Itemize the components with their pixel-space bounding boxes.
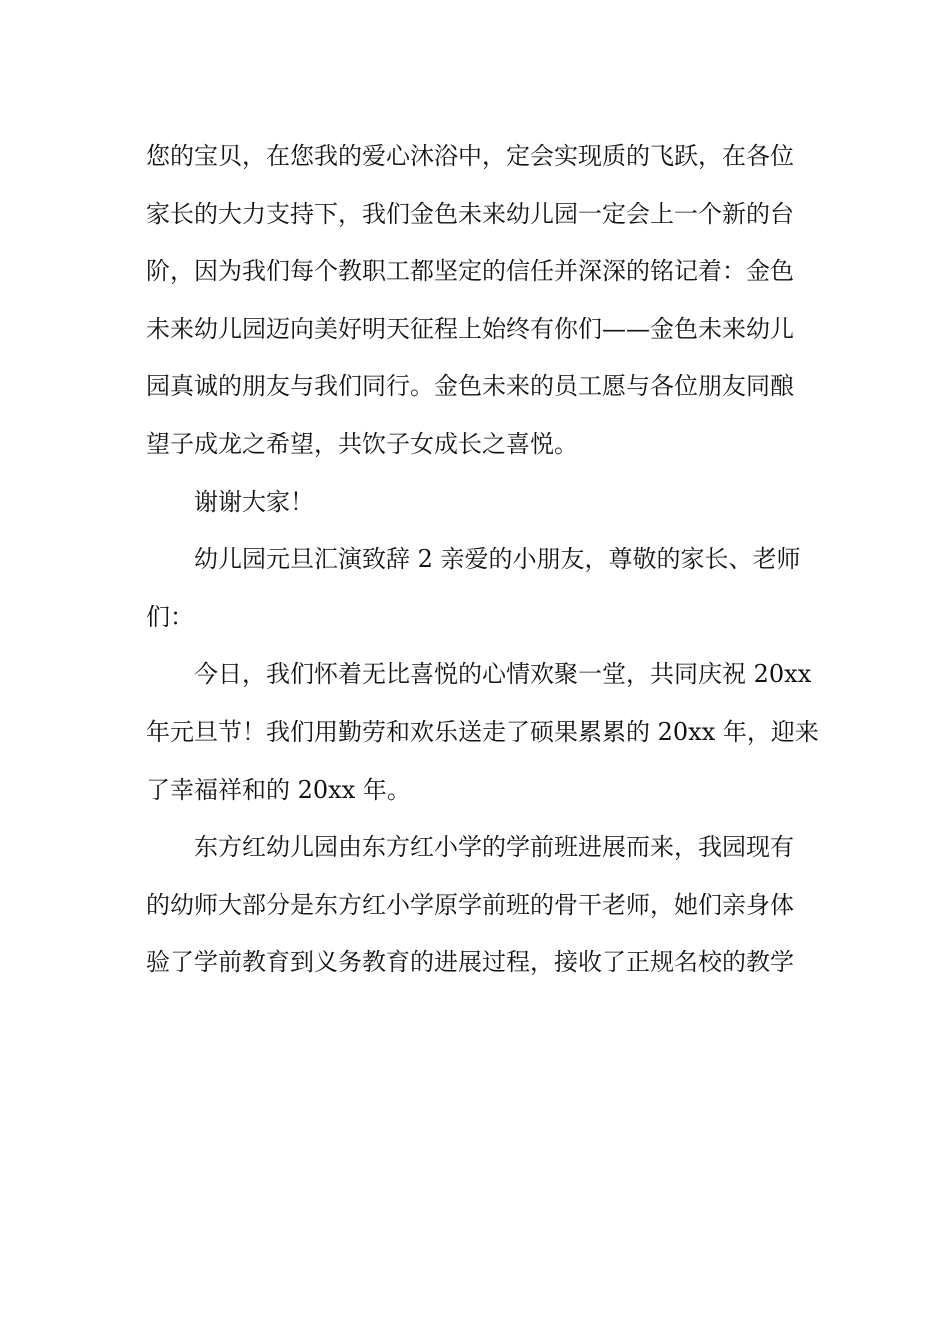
text-line-7: 谢谢大家！ bbox=[194, 487, 314, 516]
text-line-10: 今日，我们怀着无比喜悦的心情欢聚一堂，共同庆祝 20xx bbox=[194, 660, 812, 689]
text-line-1: 您的宝贝，在您我的爱心沐浴中，定会实现质的飞跃，在各位 bbox=[146, 142, 794, 170]
text-line-13: 东方红幼儿园由东方红小学的学前班进展而来，我园现有 bbox=[194, 833, 794, 862]
text-line-4: 未来幼儿园迈向美好明天征程上始终有你们——金色未来幼儿 bbox=[146, 314, 794, 343]
text-line-8: 幼儿园元旦汇演致辞 2 亲爱的小朋友，尊敬的家长、老师 bbox=[194, 545, 801, 574]
text-line-14: 的幼师大部分是东方红小学原学前班的骨干老师，她们亲身体 bbox=[146, 890, 794, 919]
text-line-6: 望子成龙之希望，共饮子女成长之喜悦。 bbox=[146, 429, 578, 458]
text-line-15: 验了学前教育到义务教育的进展过程，接收了正规名校的教学 bbox=[146, 948, 794, 977]
text-line-12: 了幸福祥和的 20xx 年。 bbox=[146, 775, 411, 804]
text-line-2: 家长的大力支持下，我们金色未来幼儿园一定会上一个新的台 bbox=[146, 199, 794, 228]
text-line-11: 年元旦节！我们用勤劳和欢乐送走了硕果累累的 20xx 年，迎来 bbox=[146, 717, 819, 746]
text-line-5: 园真诚的朋友与我们同行。金色未来的员工愿与各位朋友同酿 bbox=[146, 372, 794, 401]
document-body bbox=[146, 128, 819, 992]
text-line-3: 阶，因为我们每个教职工都坚定的信任并深深的铭记着：金色 bbox=[146, 257, 794, 286]
text-line-9: 们： bbox=[146, 602, 194, 631]
